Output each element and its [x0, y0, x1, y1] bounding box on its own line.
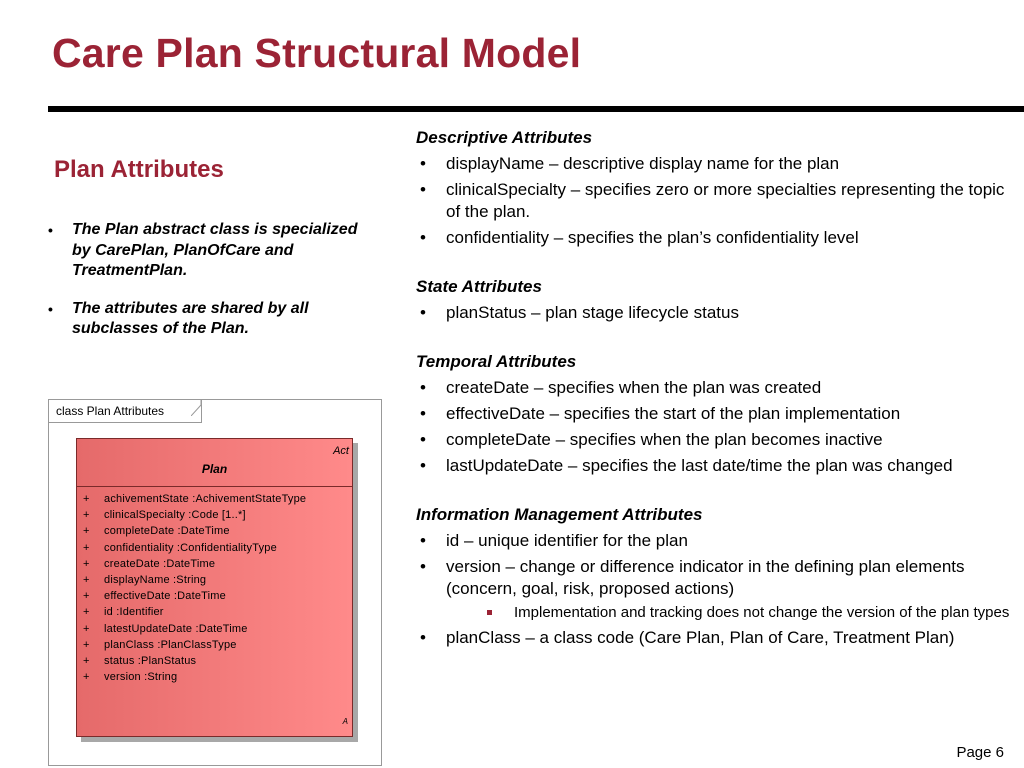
- section-heading: State Attributes: [416, 277, 542, 296]
- list-item: [416, 530, 1016, 552]
- bullet-text: id – unique identifier for the plan: [446, 531, 688, 550]
- list-item: [83, 588, 306, 604]
- attribute-text: latestUpdateDate :DateTime: [104, 622, 248, 635]
- visibility-marker: +: [83, 574, 90, 587]
- bullet-icon: •: [420, 628, 426, 647]
- list-item: [416, 227, 1016, 249]
- section-heading: Temporal Attributes: [416, 352, 577, 371]
- visibility-marker: +: [83, 493, 90, 505]
- list-item: [48, 220, 358, 282]
- uml-class-plan: [76, 438, 353, 737]
- bullet-text: The attributes are shared by all subclasses of the Plan.: [72, 299, 309, 337]
- bullet-text: displayName – descriptive display name for the plan: [446, 154, 840, 173]
- list-item: [416, 377, 1016, 399]
- attribute-text: completeDate :DateTime: [104, 525, 230, 538]
- square-bullet-icon: [487, 610, 492, 615]
- list-item: [83, 523, 306, 539]
- slide-title: Care Plan Structural Model: [52, 30, 582, 76]
- visibility-marker: +: [83, 638, 90, 651]
- list-item: [416, 429, 1016, 451]
- bullet-text: effectiveDate – specifies the start of the plan implementation: [446, 404, 901, 423]
- visibility-marker: +: [83, 671, 90, 684]
- list-item: [48, 299, 358, 340]
- list-item: [83, 507, 306, 523]
- title-divider: [48, 106, 1024, 112]
- attribute-text: id :Identifier: [104, 606, 164, 619]
- attribute-text: version :String: [104, 671, 178, 684]
- bullet-text: createDate – specifies when the plan was created: [446, 378, 822, 397]
- section-subtitle: Plan Attributes: [54, 156, 224, 183]
- bullet-text: completeDate – specifies when the plan becomes inactive: [446, 430, 883, 449]
- list-item: [416, 455, 1016, 477]
- bullet-icon: •: [48, 300, 53, 317]
- list-item: [83, 669, 306, 685]
- bullet-icon: •: [48, 222, 53, 238]
- bullet-text: confidentiality – specifies the plan’s confidentiality level: [446, 228, 859, 247]
- list-item: [83, 540, 306, 556]
- list-item: [416, 556, 1016, 623]
- list-item: [484, 603, 1016, 623]
- bullet-icon: •: [420, 430, 426, 449]
- section-temporal: [416, 351, 1016, 477]
- list-item: [416, 302, 1016, 324]
- list-item: [83, 604, 306, 620]
- frame-tab-corner-icon: [191, 400, 207, 416]
- attribute-text: createDate :DateTime: [104, 557, 216, 570]
- list-item: [83, 491, 306, 507]
- visibility-marker: +: [83, 622, 90, 635]
- bullet-icon: •: [420, 404, 426, 423]
- list-item: [83, 653, 306, 669]
- diagram-frame-tab: [49, 400, 202, 423]
- bullet-icon: •: [420, 456, 426, 475]
- bullet-icon: •: [420, 180, 426, 199]
- bullet-text: planClass – a class code (Care Plan, Plan of Care, Treatment Plan): [446, 628, 955, 647]
- sub-bullet-text: Implementation and tracking does not change the version of the plan types: [514, 604, 1010, 621]
- bullet-icon: •: [420, 557, 426, 576]
- visibility-marker: +: [83, 606, 90, 619]
- list-item: [416, 179, 1016, 223]
- visibility-marker: +: [83, 541, 90, 554]
- diagram-frame-label: class Plan Attributes: [56, 404, 165, 418]
- visibility-marker: +: [83, 655, 90, 668]
- attribute-text: displayName :String: [104, 574, 207, 587]
- bullet-text: lastUpdateDate – specifies the last date/time the plan was changed: [446, 456, 953, 475]
- section-information-management: [416, 504, 1016, 649]
- bullet-icon: •: [420, 378, 426, 397]
- attribute-text: effectiveDate :DateTime: [104, 590, 226, 603]
- bullet-icon: •: [420, 531, 426, 550]
- page-number: Page 6: [956, 744, 1004, 761]
- class-stereotype: Act: [333, 445, 349, 457]
- section-heading: Information Management Attributes: [416, 505, 703, 524]
- list-item: [416, 627, 1016, 649]
- section-heading: Descriptive Attributes: [416, 128, 593, 147]
- class-corner-mark: A: [342, 717, 348, 726]
- bullet-text: planStatus – plan stage lifecycle status: [446, 303, 739, 322]
- attribute-text: confidentiality :ConfidentialityType: [104, 541, 277, 554]
- list-item: [83, 637, 306, 653]
- bullet-icon: •: [420, 228, 426, 247]
- list-item: [83, 572, 306, 588]
- sub-bullet-list: [484, 603, 1016, 623]
- bullet-text: The Plan abstract class is specialized by CarePlan, PlanOfCare and TreatmentPlan.: [72, 221, 358, 279]
- section-state: [416, 276, 1016, 324]
- attribute-text: clinicalSpecialty :Code [1..*]: [104, 509, 246, 522]
- list-item: [83, 621, 306, 637]
- visibility-marker: +: [83, 590, 90, 603]
- list-item: [416, 153, 1016, 175]
- attribute-text: planClass :PlanClassType: [104, 638, 237, 651]
- visibility-marker: +: [83, 509, 90, 522]
- attribute-descriptions: [416, 127, 1016, 676]
- list-item: [416, 403, 1016, 425]
- bullet-icon: •: [420, 154, 426, 173]
- section-descriptive: [416, 127, 1016, 249]
- list-item: [83, 556, 306, 572]
- left-bullet-list: [48, 220, 358, 357]
- bullet-text: clinicalSpecialty – specifies zero or more specialties representing the topic of the plan.: [446, 180, 1005, 221]
- attribute-text: status :PlanStatus: [104, 655, 197, 668]
- attribute-text: achivementState :AchivementStateType: [104, 493, 307, 505]
- class-attribute-list: [83, 491, 306, 685]
- class-header: [77, 439, 352, 487]
- visibility-marker: +: [83, 525, 90, 538]
- bullet-icon: •: [420, 303, 426, 322]
- class-name: Plan: [201, 462, 228, 476]
- bullet-text: version – change or difference indicator in the defining plan elements (concern, goal, risk, proposed actions): [446, 557, 965, 598]
- visibility-marker: +: [83, 557, 90, 570]
